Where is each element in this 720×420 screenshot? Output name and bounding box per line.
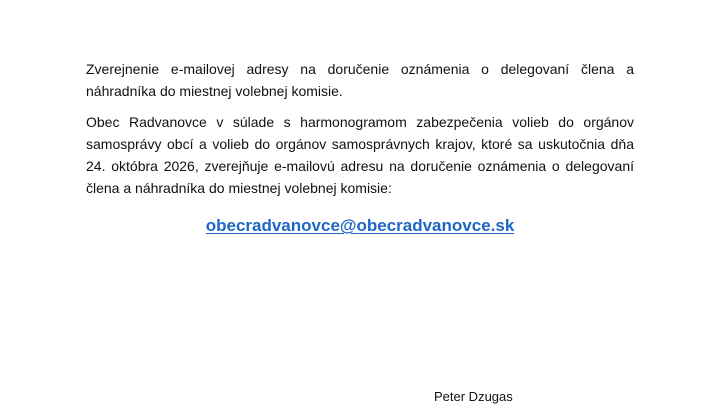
email-container [86, 215, 634, 237]
email-link[interactable]: obecradvanovce@obecradvanovce.sk [205, 216, 515, 235]
notice-paragraph: Obec Radvanovce v súlade s harmonogramom zabezpečenia volieb do orgánov samosprávy obcí a volieb do orgánov samosprávnych krajov, ktoré sa uskutočnia dňa 24. októbra 2026, zverejňuje e-mailovú adresu na doručenie oznámenia o delegovaní člena a náhradníka do miestnej volebnej komisie: [86, 114, 634, 196]
document-body [86, 58, 634, 237]
intro-paragraph: Zverejnenie e-mailovej adresy na doručenie oznámenia o delegovaní člena a náhradníka do miestnej volebnej komisie. [86, 61, 634, 99]
signature-name: Peter Dzugas [434, 389, 513, 404]
